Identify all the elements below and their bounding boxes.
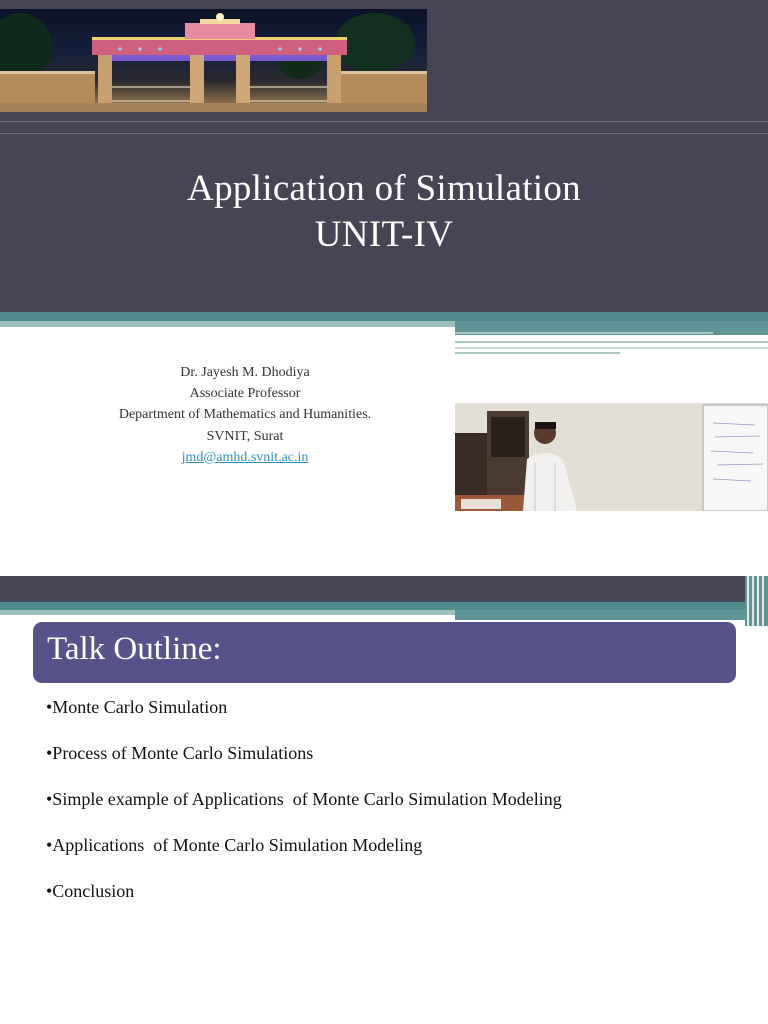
outline-list: [46, 696, 562, 926]
campus-photo: [0, 9, 427, 112]
author-department: Department of Mathematics and Humanities.: [118, 407, 372, 423]
list-item: •Simple example of Applications of Monte Carlo Simulation Modeling: [46, 789, 562, 809]
list-item: •Monte Carlo Simulation: [46, 697, 228, 717]
light-teal-band: [0, 610, 455, 615]
teal-band: [0, 602, 768, 610]
accent-line: [455, 332, 713, 334]
accent-line: [455, 347, 768, 349]
slide-subtitle: UNIT-IV: [314, 214, 454, 255]
accent-line: [455, 341, 768, 343]
list-item: •Process of Monte Carlo Simulations: [46, 743, 314, 763]
author-position: Associate Professor: [189, 386, 301, 402]
header-band: [0, 576, 768, 602]
author-name: Dr. Jayesh M. Dhodiya: [180, 365, 310, 380]
light-teal-band: [0, 321, 455, 327]
outline-heading-box: [33, 622, 736, 683]
speaker-photo: [455, 403, 768, 511]
accent-line: [455, 352, 620, 354]
list-item: •Conclusion: [46, 881, 135, 901]
decorative-stripes: [745, 576, 768, 626]
divider-line: [0, 121, 768, 122]
author-institute: SVNIT, Surat: [206, 428, 284, 444]
author-email-link[interactable]: jmd@amhd.svnit.ac.in: [181, 449, 309, 465]
list-item: •Applications of Monte Carlo Simulation Modeling: [46, 835, 423, 855]
slide-title: Application of Simulation: [187, 168, 581, 209]
outline-heading: Talk Outline:: [47, 631, 222, 667]
teal-band-right: [455, 610, 768, 620]
author-block: [40, 362, 450, 468]
divider-line: [0, 133, 768, 134]
teal-band: [0, 312, 768, 321]
outline-slide: [0, 576, 768, 1024]
